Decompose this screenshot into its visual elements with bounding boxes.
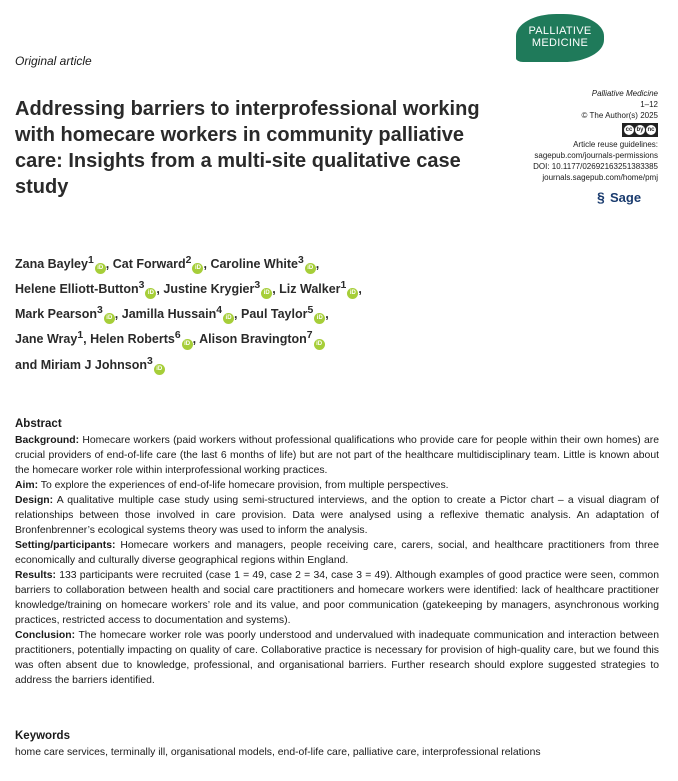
author-name: Jamilla Hussain [121,307,217,322]
abstract-section-label: Background: [15,435,80,446]
abstract-section-label: Design: [15,495,54,506]
author-list [15,250,495,376]
orcid-icon[interactable]: iD [223,313,234,324]
abstract-section [15,538,659,568]
author-separator: , [234,307,238,322]
orcid-icon[interactable]: iD [314,339,325,350]
sage-logo-icon: § [597,189,605,205]
keywords-text: home care services, terminally ill, organisational models, end-of-life care, palliative care, interprofessional relations [15,747,541,758]
abstract-heading: Abstract [15,418,62,430]
author-affiliation: 1 [77,330,84,342]
reuse-link[interactable]: sagepub.com/journals-permissions [534,151,658,160]
author-affiliation: 7 [306,330,313,342]
page-range: 1–12 [640,100,658,109]
nc-icon: nc [647,127,655,133]
orcid-icon[interactable]: iD [95,263,106,274]
article-title: Addressing barriers to interprofessional working with homecare workers in community palliative care: Insights from a multi-site qualitative case study [15,98,480,198]
cc-icon: cc [625,127,633,133]
publisher-logo: Sage [610,190,642,205]
author-name: Jane Wray [15,332,78,347]
author-affiliation: 1 [87,255,94,266]
abstract-section-text: The homecare worker role was poorly understood and undervalued with inadequate communication and interaction between practitioners, potentially impacting on quality of care. Collaborative practice is necessary for provision of high-quality care, but we found this was often absent due to knowledge, professional, and organisational barriers. Further research should explore suggested strategies to address the barriers identified. [15,630,659,686]
author-affiliation: 2 [185,255,192,266]
keywords-heading: Keywords [15,730,70,742]
author-separator: , [272,282,276,297]
by-icon: by [636,127,644,133]
author-name: Paul Taylor [241,307,308,322]
author-name: Zana Bayley [15,257,88,272]
doi[interactable]: DOI: 10.1177/02692163251383385 [533,162,658,171]
cc-license-icon [622,123,658,137]
abstract-section-label: Aim: [15,480,39,491]
author-name: Justine Krygier [163,282,255,297]
orcid-icon[interactable]: iD [192,263,203,274]
copyright: © The Author(s) 2025 [581,111,658,120]
abstract-section-text: To explore the experiences of end-of-life homecare provision, from multiple perspectives. [40,480,449,491]
abstract-section-text: A qualitative multiple case study using semi-structured interviews, and the option to create a Pictor chart – a visual diagram of relationships between those involved in care provision. Data were analysed using a reflexive thematic analysis. An adaptation of Bronfenbrenner’s ecological systems theory was used to inform the analysis. [15,495,659,536]
orcid-icon[interactable]: iD [314,313,325,324]
author-name: Alison Bravington [199,332,307,347]
author-name: Mark Pearson [15,307,97,322]
journal-logo: PALLIATIVE MEDICINE [516,14,604,62]
author-name: Helen Roberts [90,332,175,347]
author-name: Liz Walker [279,282,341,297]
author-separator: , [192,332,197,347]
abstract-section [15,568,659,628]
author-affiliation: 6 [174,330,181,342]
abstract-body [15,433,659,688]
abstract [15,417,659,688]
abstract-section-text: 133 participants were recruited (case 1 = 49, case 2 = 34, case 3 = 49). Although examples of good practice were seen, common barriers to collaboration between health and social care practitioners and homecare workers were identified: lack of healthcare practitioner knowledge/training on homecare workers’ role and its value, and poor communication (gatekeeping by managers, asynchronous working practices, restricted access to documentation and systems). [15,570,659,626]
keywords [15,729,659,760]
abstract-section-text: Homecare workers (paid workers without professional qualifications who provide care for people within their own homes) are crucial providers of end-of-life care (the last 6 months of life) but are not part of the healthcare multidisciplinary team. Little is known about the homecare worker role within interprofessional working practices. [15,435,659,476]
author-affiliation: 3 [297,255,304,266]
author-affiliation: 3 [138,280,145,292]
author-affiliation: 1 [340,280,347,292]
orcid-icon[interactable]: iD [305,263,316,274]
journal-name: Palliative Medicine [591,89,658,98]
author-separator: , [114,307,119,322]
author-name: Cat Forward [112,257,186,272]
author-separator: , [83,332,87,347]
article-type: Original article [15,54,92,68]
journal-link[interactable]: journals.sagepub.com/home/pmj [542,173,658,182]
abstract-section [15,433,659,478]
license-badge[interactable] [440,123,658,137]
abstract-section-label: Conclusion: [15,630,76,641]
orcid-icon[interactable]: iD [261,288,272,299]
orcid-icon[interactable]: iD [154,364,165,375]
orcid-icon[interactable]: iD [104,313,115,324]
author-name: Caroline White [210,257,298,272]
author-separator: , [325,307,329,322]
author-name: and Miriam J Johnson [15,357,147,372]
abstract-section [15,628,659,688]
orcid-icon[interactable]: iD [145,288,156,299]
abstract-section-label: Setting/participants: [15,540,116,551]
abstract-section-label: Results: [15,570,56,581]
author-separator: , [203,257,207,272]
reuse-label: Article reuse guidelines: [573,140,658,149]
author-name: Helene Elliott-Button [15,282,139,297]
author-affiliation: 3 [146,355,153,367]
author-affiliation: 3 [254,280,261,292]
abstract-section [15,493,659,538]
abstract-section [15,478,659,493]
author-separator: , [105,257,110,272]
author-separator: , [156,282,160,297]
author-affiliation: 5 [307,305,314,317]
orcid-icon[interactable]: iD [182,339,193,350]
author-affiliation: 4 [216,305,223,317]
abstract-section-text: Homecare workers and managers, people receiving care, carers, social, and healthcare practitioners from three economically and culturally diverse geographical regions within England. [15,540,659,566]
author-separator: , [358,282,362,297]
author-affiliation: 3 [96,305,103,317]
orcid-icon[interactable]: iD [347,288,358,299]
article-meta [440,88,658,183]
author-separator: , [315,257,320,272]
